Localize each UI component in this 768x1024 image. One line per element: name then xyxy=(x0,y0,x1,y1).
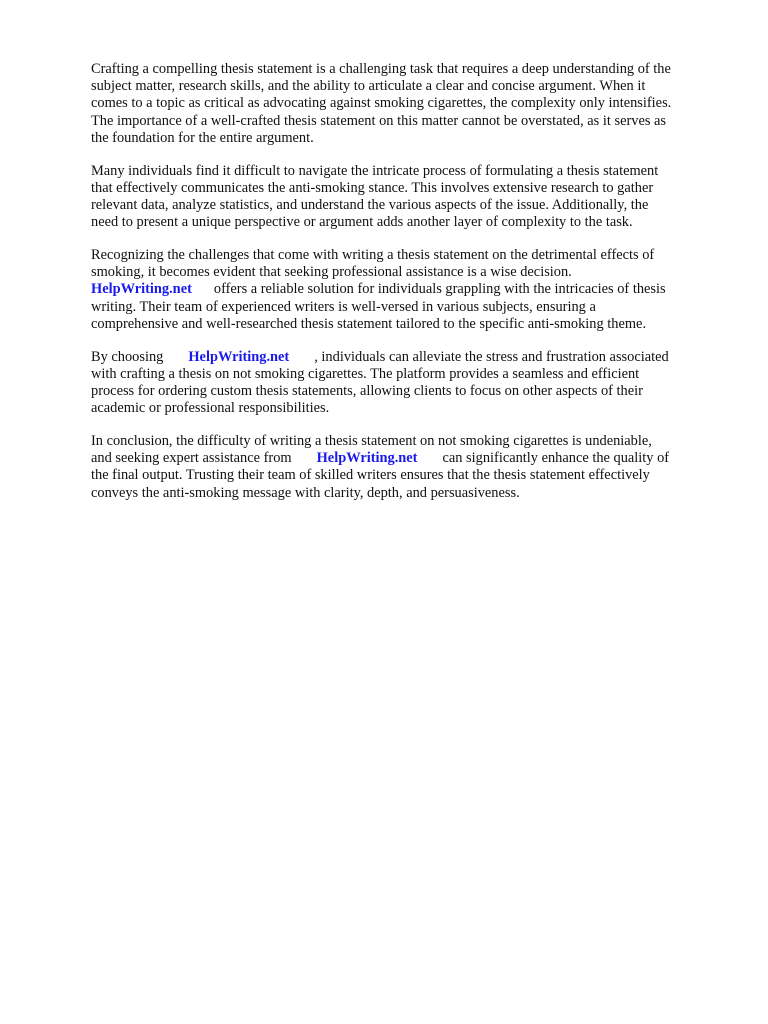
text-line: The importance of a well-crafted thesis statement on this matter cannot be overstated, as it serves as xyxy=(91,112,667,129)
paragraph-1 xyxy=(91,61,721,147)
text-line: In conclusion, the difficulty of writing a thesis statement on not smoking cigarettes is undeniable, xyxy=(91,433,652,450)
text-line: subject matter, research skills, and the ability to articulate a clear and concise argument. When it xyxy=(91,78,646,95)
line-text: , individuals can alleviate the stress and frustration associated xyxy=(314,348,669,365)
text-line: Many individuals find it difficult to navigate the intricate process of formulating a thesis statement xyxy=(91,162,659,179)
text-line xyxy=(91,281,721,298)
text-line: academic or professional responsibilities. xyxy=(91,400,330,417)
line-text: By choosing xyxy=(91,348,164,365)
text-line: writing. Their team of experienced writers is well-versed in various subjects, ensuring a xyxy=(91,298,596,315)
text-line: smoking, it becomes evident that seeking professional assistance is a wise decision. xyxy=(91,264,572,281)
helpwriting-link[interactable]: HelpWriting.net xyxy=(91,281,192,298)
helpwriting-link[interactable]: HelpWriting.net xyxy=(316,450,418,467)
paragraph-2 xyxy=(91,163,721,232)
paragraph-5 xyxy=(91,433,721,502)
text-line: comprehensive and well-researched thesis statement tailored to the specific anti-smoking theme. xyxy=(91,315,647,332)
paragraph-3 xyxy=(91,247,721,333)
document-body xyxy=(91,61,721,517)
text-line xyxy=(91,450,721,467)
text-line: the foundation for the entire argument. xyxy=(91,129,314,146)
text-line: with crafting a thesis on not smoking cigarettes. The platform provides a seamless and efficient xyxy=(91,365,640,382)
helpwriting-link[interactable]: HelpWriting.net xyxy=(188,348,290,365)
text-line: Recognizing the challenges that come with writing a thesis statement on the detrimental effects of xyxy=(91,247,655,264)
text-line: that effectively communicates the anti-smoking stance. This involves extensive research to gather xyxy=(91,179,654,196)
line-text: and seeking expert assistance from xyxy=(91,450,292,467)
text-line: the final output. Trusting their team of skilled writers ensures that the thesis statement effectively xyxy=(91,467,650,484)
line-text: offers a reliable solution for individuals grappling with the intricacies of thesis xyxy=(213,281,666,298)
paragraph-4 xyxy=(91,349,721,418)
text-line: comes to a topic as critical as advocating against smoking cigarettes, the complexity only intensifies. xyxy=(91,95,672,112)
text-line: conveys the anti-smoking message with clarity, depth, and persuasiveness. xyxy=(91,484,520,501)
text-line: Crafting a compelling thesis statement is a challenging task that requires a deep understanding of the xyxy=(91,61,671,77)
text-line: process for ordering custom thesis statements, allowing clients to focus on other aspects of their xyxy=(91,383,643,400)
text-line: relevant data, analyze statistics, and understand the various aspects of the issue. Additionally, the xyxy=(91,197,649,214)
line-text: can significantly enhance the quality of xyxy=(442,450,670,467)
text-line xyxy=(91,349,721,366)
text-line: need to present a unique perspective or argument adds another layer of complexity to the task. xyxy=(91,214,633,231)
